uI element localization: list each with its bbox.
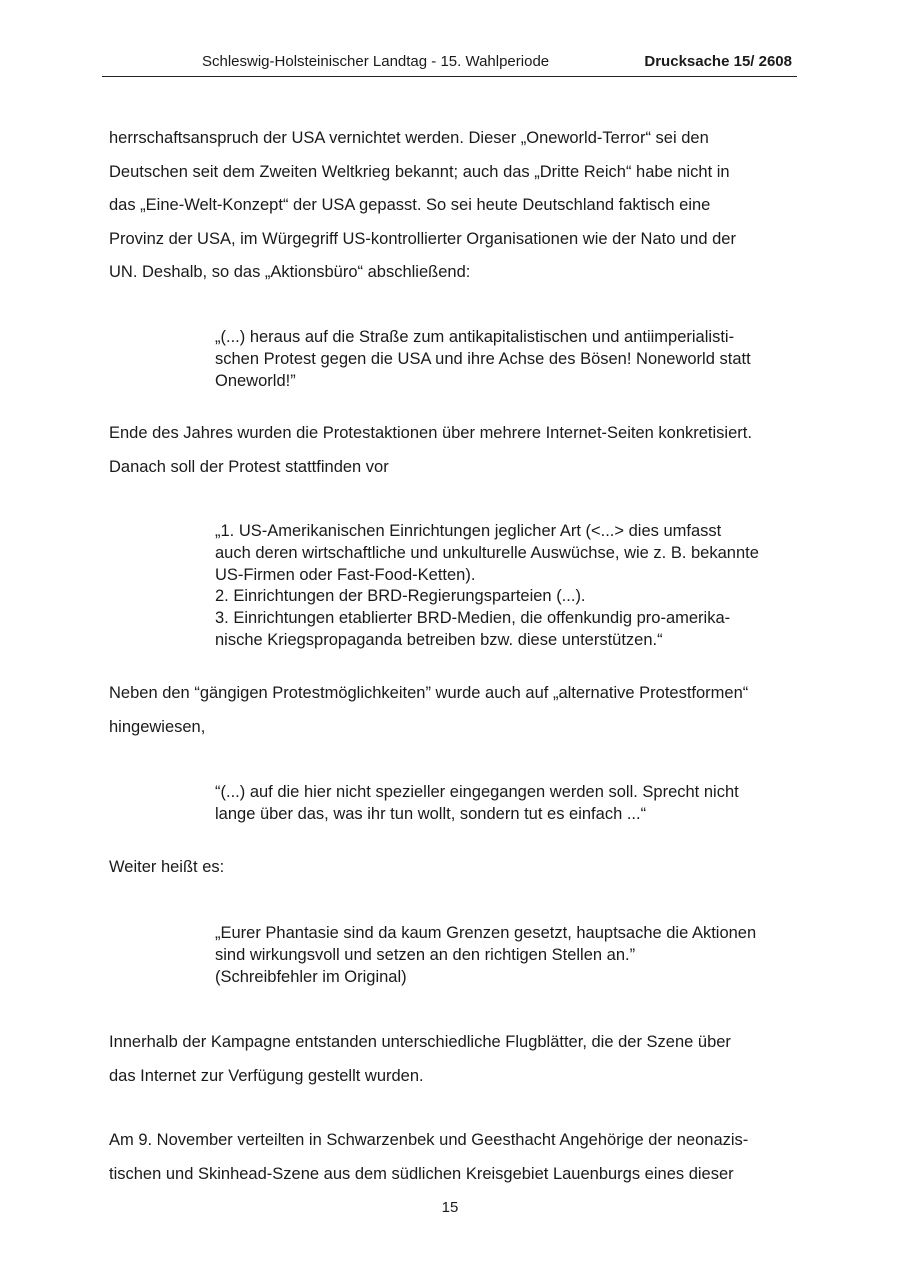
block-quote-1	[215, 327, 815, 392]
quote-line: 2. Einrichtungen der BRD-Regierungsparteien (...).	[215, 587, 586, 606]
text-line: Weiter heißt es:	[109, 858, 225, 876]
quote-line: „1. US-Amerikanischen Einrichtungen jeglicher Art (<...> dies umfasst	[215, 522, 722, 540]
quote-line: schen Protest gegen die USA und ihre Achse des Bösen! Noneworld statt	[215, 349, 751, 368]
quote-line: lange über das, was ihr tun wollt, sondern tut es einfach ...“	[215, 804, 647, 823]
header-title: Schleswig-Holsteinischer Landtag - 15. Wahlperiode	[202, 53, 550, 70]
text-line: das Internet zur Verfügung gestellt wurden.	[109, 1066, 424, 1085]
text-line: Danach soll der Protest stattfinden vor	[109, 457, 389, 476]
text-line: tischen und Skinhead-Szene aus dem südlichen Kreisgebiet Lauenburgs eines dieser	[109, 1164, 734, 1183]
quote-line: “(...) auf die hier nicht spezieller eingegangen werden soll. Sprecht nicht	[215, 783, 739, 801]
quote-line: auch deren wirtschaftliche und unkulturelle Auswüchse, wie z. B. bekannte	[215, 543, 759, 562]
quote-line: sind wirkungsvoll und setzen an den richtigen Stellen an.”	[215, 945, 636, 964]
paragraph-5	[109, 1026, 809, 1093]
text-line: Ende des Jahres wurden die Protestaktionen über mehrere Internet-Seiten konkretisiert.	[109, 424, 752, 442]
text-line: UN. Deshalb, so das „Aktionsbüro“ abschließend:	[109, 263, 471, 281]
block-quote-4	[215, 923, 815, 988]
paragraph-4	[109, 851, 809, 885]
quote-line: nische Kriegspropaganda betreiben bzw. diese unterstützen.“	[215, 630, 663, 649]
paragraph-2	[109, 417, 809, 484]
text-line: Neben den “gängigen Protestmöglichkeiten” wurde auch auf „alternative Protestformen“	[109, 684, 749, 702]
text-line: Innerhalb der Kampagne entstanden unterschiedliche Flugblätter, die der Szene über	[109, 1033, 731, 1051]
text-line: Am 9. November verteilten in Schwarzenbek und Geesthacht Angehörige der neonazis-	[109, 1131, 749, 1149]
text-line: herrschaftsanspruch der USA vernichtet werden. Dieser „Oneworld-Terror“ sei den	[109, 129, 709, 147]
quote-line: (Schreibfehler im Original)	[215, 967, 407, 986]
page-number: 15	[441, 1199, 459, 1216]
text-line: das „Eine-Welt-Konzept“ der USA gepasst. So sei heute Deutschland faktisch eine	[109, 196, 711, 214]
text-line: Deutschen seit dem Zweiten Weltkrieg bekannt; auch das „Dritte Reich“ habe nicht in	[109, 162, 730, 181]
quote-line: US-Firmen oder Fast-Food-Ketten).	[215, 565, 476, 584]
block-quote-2	[215, 521, 815, 652]
page-header	[102, 52, 797, 77]
paragraph-3	[109, 677, 809, 744]
header-doc-number: Drucksache 15/ 2608	[644, 53, 792, 70]
text-line: Provinz der USA, im Würgegriff US-kontrollierter Organisationen wie der Nato und der	[109, 229, 736, 248]
quote-line: Oneworld!”	[215, 371, 296, 390]
paragraph-6	[109, 1124, 809, 1191]
text-line: hingewiesen,	[109, 717, 206, 736]
quote-line: „Eurer Phantasie sind da kaum Grenzen gesetzt, hauptsache die Aktionen	[215, 924, 757, 942]
quote-line: 3. Einrichtungen etablierter BRD-Medien, die offenkundig pro-amerika-	[215, 609, 731, 628]
paragraph-1	[109, 122, 809, 290]
block-quote-3	[215, 782, 815, 826]
quote-line: „(...) heraus auf die Straße zum antikapitalistischen und antiimperialisti-	[215, 328, 735, 346]
